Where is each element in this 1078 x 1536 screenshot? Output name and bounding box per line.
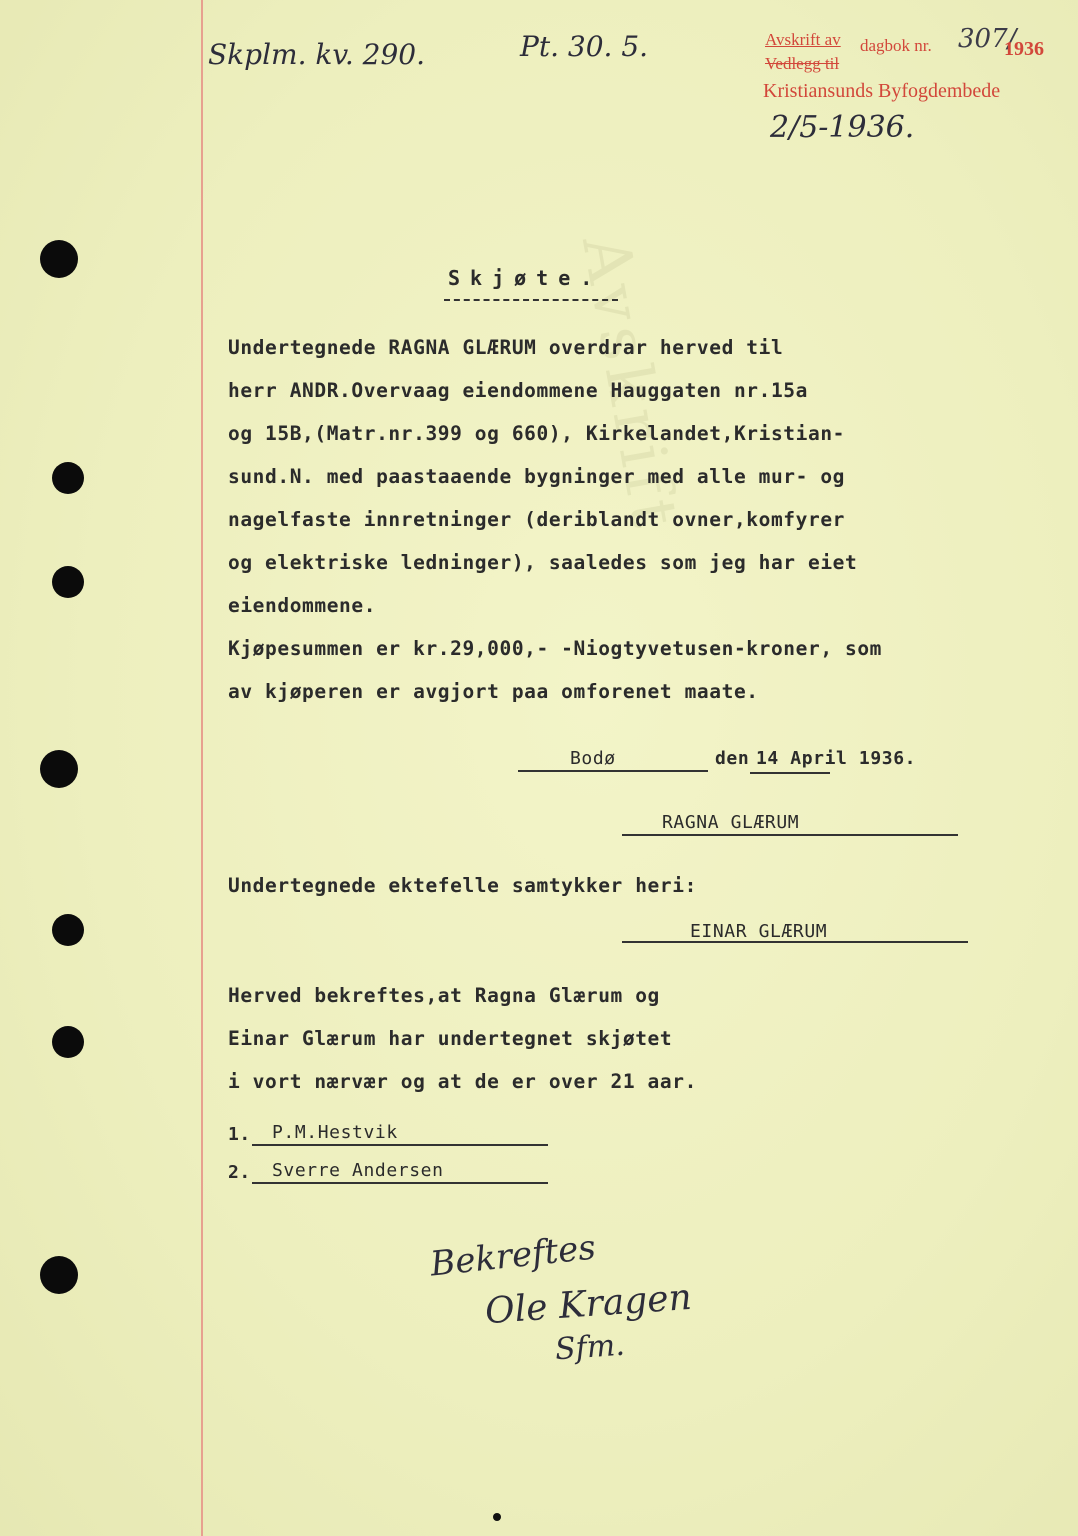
punch-hole	[40, 240, 78, 278]
margin-line	[201, 0, 203, 1536]
certifier-title: Sfm.	[553, 1327, 626, 1368]
reference-left: Skplm. kv. 290.	[208, 38, 425, 71]
certifier-handwritten: Ole Kragen	[483, 1276, 694, 1333]
paragraph-line: eiendommene.	[228, 594, 377, 617]
spouse-signature-line	[622, 941, 968, 943]
paragraph-line: Kjøpesummen er kr.29,000,- -Niogtyvetusen-kroner, som	[228, 637, 883, 660]
punch-hole	[40, 1256, 78, 1294]
consent-text: Undertegnede ektefelle samtykker heri:	[228, 874, 697, 897]
document-title: Skjøte.	[448, 266, 603, 290]
witness-name: P.M.Hestvik	[272, 1122, 398, 1143]
certification-handwritten: Bekreftes	[428, 1227, 598, 1285]
reference-mid: Pt. 30. 5.	[520, 30, 649, 63]
date: 14 April 1936.	[756, 748, 917, 769]
stamp-vedlegg: Vedlegg til	[765, 54, 840, 73]
spouse-signature: EINAR GLÆRUM	[690, 921, 828, 942]
stamp-dagbok-label: dagbok nr.	[860, 36, 932, 55]
witness-text-line: i vort nærvær og at de er over 21 aar.	[228, 1070, 697, 1093]
paragraph-line: nagelfaste innretninger (deriblandt ovner,komfyrer	[228, 508, 845, 531]
faint-watermark: Avskrift	[567, 230, 693, 539]
paragraph-line: og elektriske ledninger), saaledes som jeg har eiet	[228, 551, 858, 574]
witness-number: 2.	[228, 1162, 251, 1183]
punch-hole	[52, 914, 84, 946]
place-line	[518, 770, 708, 772]
witness-name: Sverre Andersen	[272, 1160, 444, 1181]
paragraph-line: sund.N. med paastaaende bygninger med alle mur- og	[228, 465, 845, 488]
witness-text-line: Herved bekreftes,at Ragna Glærum og	[228, 984, 660, 1007]
paragraph-line: Undertegnede RAGNA GLÆRUM overdrar herved til	[228, 336, 784, 359]
paragraph-line: av kjøperen er avgjort paa omforenet maate.	[228, 680, 759, 703]
place: Bodø	[570, 748, 616, 769]
witness-text-line: Einar Glærum har undertegnet skjøtet	[228, 1027, 673, 1050]
witness-line	[252, 1144, 548, 1146]
date-prefix: den	[715, 748, 750, 769]
handwritten-date: 2/5-1936.	[770, 110, 915, 145]
seller-signature-line	[622, 834, 958, 836]
title-underline	[444, 299, 618, 301]
stamp-year: 1936	[1004, 38, 1044, 60]
witness-line	[252, 1182, 548, 1184]
punch-hole	[52, 462, 84, 494]
paragraph-line: og 15B,(Matr.nr.399 og 660), Kirkelandet,Kristian-	[228, 422, 845, 445]
seller-signature: RAGNA GLÆRUM	[662, 812, 800, 833]
paragraph-line: herr ANDR.Overvaag eiendommene Hauggaten nr.15a	[228, 379, 808, 402]
punch-hole	[40, 750, 78, 788]
ink-dot	[493, 1513, 501, 1521]
date-underline	[750, 772, 830, 774]
witness-number: 1.	[228, 1124, 251, 1145]
stamp-office: Kristiansunds Byfogdembede	[763, 80, 1001, 102]
stamp-dagbok-number: 307/	[958, 24, 1017, 54]
punch-hole	[52, 1026, 84, 1058]
punch-hole	[52, 566, 84, 598]
stamp-avskrift: Avskrift av	[765, 30, 841, 49]
